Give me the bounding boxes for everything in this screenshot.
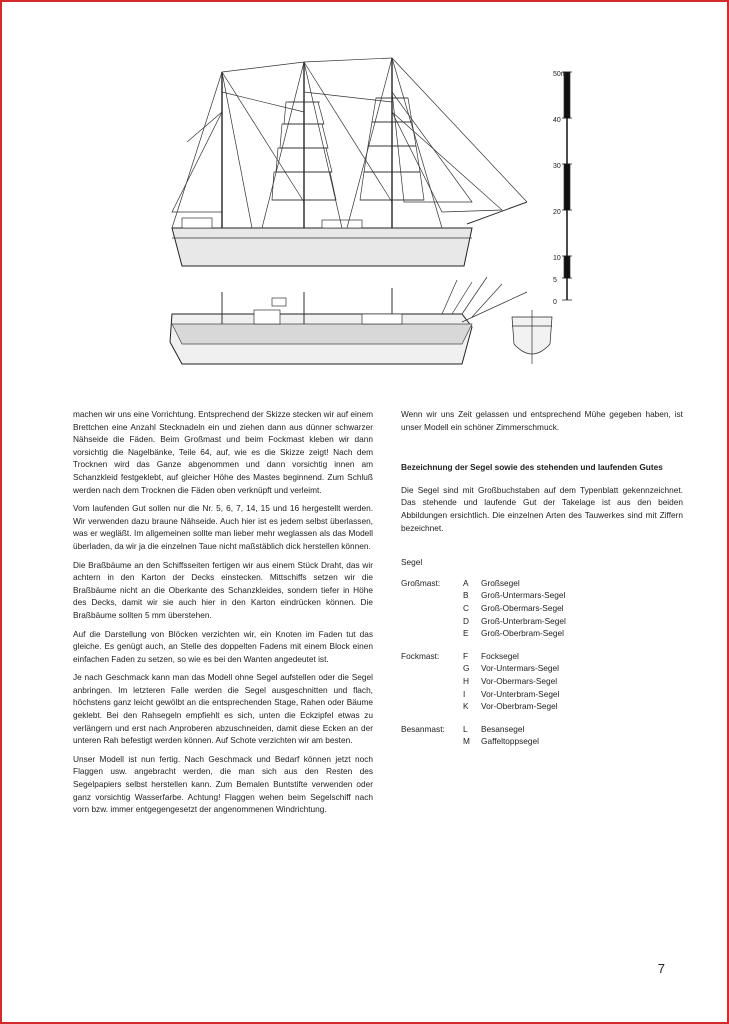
right-text-column bbox=[401, 408, 683, 758]
sail-group-mizzen-mast bbox=[401, 723, 683, 748]
sail-name: Focksegel bbox=[481, 650, 519, 661]
body-paragraph: Auf die Darstellung von Blöcken verzichten wir, ein Knoten im Faden tut das gleiche. Es genügt auch, an Stelle des doppelten Fadens mit einem Block einen einfachen Faden zu setzen, so wie es bei den Wanten angedeutet ist. bbox=[73, 628, 373, 664]
scale-label: 20 bbox=[553, 209, 561, 216]
sail-letter: I bbox=[463, 688, 466, 699]
scale-label: 5 bbox=[553, 277, 557, 284]
section-heading: Bezeichnung der Segel sowie des stehenden und laufenden Gutes bbox=[401, 462, 663, 473]
scale-label: 50m bbox=[553, 71, 567, 78]
body-paragraph: Je nach Geschmack kann man das Modell ohne Segel aufstellen oder die Segel anbringen. Im letzteren Falle werden die Segel ausgeschnitten und flach, höchstens ganz leicht gewölbt an die entsprechenden Stage, Rahen oder Bäume geklebt. Bei den Rahsegeln empfiehlt es sich, unten die Eckzipfel etwas zu verlängern und erst nach Anproberen abzuschneiden, damit diese Ecken an der unteren Rah befestigt werden können. Auf Schote verzichten wir am besten. bbox=[73, 672, 373, 746]
sail-letter: A bbox=[463, 577, 469, 588]
sail-letter: K bbox=[463, 701, 469, 712]
intro-paragraph: Wenn wir uns Zeit gelassen und entsprechend Mühe gegeben haben, ist unser Modell ein schöner Zimmerschmuck. bbox=[401, 409, 683, 432]
sail-name: Vor-Obermars-Segel bbox=[481, 675, 558, 686]
sail-name: Groß-Untermars-Segel bbox=[481, 590, 566, 601]
sail-letter: C bbox=[463, 602, 469, 613]
sail-letter: B bbox=[463, 590, 469, 601]
mast-label: Großmast: bbox=[401, 577, 441, 588]
sail-group-main-mast bbox=[401, 577, 683, 640]
left-text-column bbox=[73, 408, 373, 822]
sail-name: Vor-Untermars-Segel bbox=[481, 663, 559, 674]
body-paragraph: machen wir uns eine Vorrichtung. Entsprechend der Skizze stecken wir auf einem Brettchen eine Anzahl Stecknadeln ein und ziehen dann aus dünner schwarzer Nähseide die Fäden. Beim Großmast und beim Fockmast kleben wir dann vorsichtig die Nagelbänke, Teile 64, auf, wie es die Skizze zeigt! Nach dem Trocknen wird das Ganze abgenommen und dann vorsichtig innen am Schanzkleid festgeklebt, auf gleicher Höhe des Mastes beginnend. Zum Schluß werden nach dem Trocknen die Fäden oben verknüpft und verleimt. bbox=[73, 409, 373, 495]
sail-letter: E bbox=[463, 628, 469, 639]
sail-name: Gaffeltoppsegel bbox=[481, 736, 539, 747]
scale-label: 30 bbox=[553, 163, 561, 170]
sail-name: Großsegel bbox=[481, 577, 520, 588]
body-paragraph: Unser Modell ist nun fertig. Nach Geschmack und Bedarf können jetzt noch Flaggen usw. angebracht werden, die man sich aus den Resten des Segelpapiers selbst herstellen kann. Zum Bemalen Buntstifte verwenden oder ganz vorsichtig Wasserfarbe. Achtung! Flaggen wehen beim Segelschiff nach vorn bzw. immer entgegengesetzt der angenommenen Windrichtung. bbox=[73, 753, 373, 815]
sail-name: Groß-Obermars-Segel bbox=[481, 602, 564, 613]
sail-letter: D bbox=[463, 615, 469, 626]
mast-label: Besanmast: bbox=[401, 723, 445, 734]
sail-name: Groß-Unterbram-Segel bbox=[481, 615, 566, 626]
sail-group-fore-mast bbox=[401, 650, 683, 713]
sail-letter: M bbox=[463, 736, 470, 747]
scale-label: 40 bbox=[553, 117, 561, 124]
sail-letter: H bbox=[463, 675, 469, 686]
mast-label: Fockmast: bbox=[401, 650, 440, 661]
scale-label: 10 bbox=[553, 255, 561, 262]
sail-letter: L bbox=[463, 723, 468, 734]
page-number: 7 bbox=[657, 961, 665, 976]
sail-name: Vor-Oberbram-Segel bbox=[481, 701, 558, 712]
ship-rigging-figure bbox=[142, 52, 582, 372]
sail-name: Groß-Oberbram-Segel bbox=[481, 628, 564, 639]
body-paragraph: Vom laufenden Gut sollen nur die Nr. 5, 6, 7, 14, 15 und 16 hergestellt werden. Wir verwenden dazu braune Nähseide. Auch hier ist es jedem selbst überlassen, was er wegläßt. Im allgemeinen sollte man lieber mehr weglassen als das Modell überladen, da wir ja die einzelnen Taue nicht maßstäblich dick herstellen können. bbox=[73, 503, 373, 551]
sail-name: Vor-Unterbram-Segel bbox=[481, 688, 560, 699]
body-paragraph: Die Segel sind mit Großbuchstaben auf dem Typenblatt gekennzeichnet. Das stehende und laufende Gut der Takelage ist aus den beiden Abbildungen ersichtlich. Die einzelnen Arten des Tauwerkes sind mit Ziffern bezeichnet. bbox=[401, 484, 683, 533]
body-paragraph: Die Braßbäume an den Schiffsseiten fertigen wir aus einem Stück Draht, das wir achtern in den Karton der Decks einstecken. Mittschiffs setzen wir die Braßbäume nicht an die Oberkante des Schanzkleides, sondern tiefer in Höhe des Decks, damit wir sie auch hier in den Karton eindrücken können. Die Braßbäume sollten 5 mm überstehen. bbox=[73, 559, 373, 620]
sail-letter: F bbox=[463, 650, 469, 661]
sail-name: Besansegel bbox=[481, 723, 525, 734]
ship-drawing bbox=[142, 52, 582, 372]
sails-heading: Segel bbox=[401, 557, 423, 568]
scale-label: 0 bbox=[553, 299, 557, 306]
sail-letter: G bbox=[463, 663, 470, 674]
